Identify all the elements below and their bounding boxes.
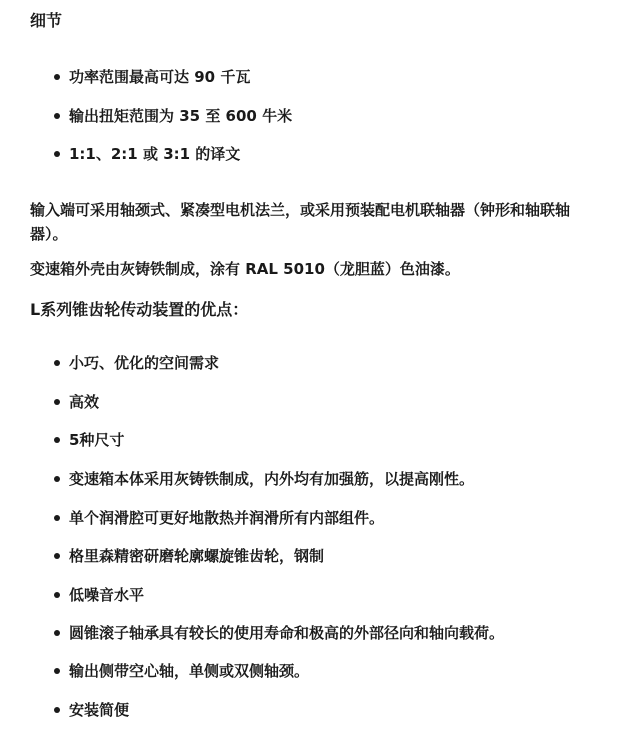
list-item: 单个润滑腔可更好地散热并润滑所有内部组件。: [48, 506, 363, 530]
paragraph-housing: 变速箱外壳由灰铸铁制成，涂有 RAL 5010（龙胆蓝）色油漆。: [30, 260, 460, 278]
paragraph-input-options: 输入端可采用轴颈式、紧凑型电机法兰，或采用预装配电机联轴器（钟形和轴联轴器）。: [30, 201, 571, 243]
bullet-icon: [54, 399, 60, 405]
bullet-icon: [54, 74, 60, 80]
bullet-icon: [54, 437, 60, 443]
list-item: 格里森精密研磨轮廓螺旋锥齿轮，钢制: [48, 544, 303, 568]
list-item: 功率范围最高可达 90 千瓦: [48, 65, 229, 89]
bullet-icon: [54, 592, 60, 598]
list-item: 输出侧带空心轴，单侧或双侧轴颈。: [48, 659, 288, 683]
list-item: 小巧、优化的空间需求: [48, 351, 198, 375]
bullet-icon: [54, 515, 60, 521]
list-item: 圆锥滚子轴承具有较长的使用寿命和极高的外部径向和轴向载荷。: [48, 621, 483, 645]
bullet-icon: [54, 113, 60, 119]
list-item: 1:1、2:1 或 3:1 的译文: [48, 142, 219, 166]
list-item: 输出扭矩范围为 35 至 600 牛米: [48, 104, 271, 128]
list-item: 高效: [48, 390, 78, 414]
bullet-icon: [54, 476, 60, 482]
list-item: 安装简便: [48, 698, 108, 722]
list-item: 变速箱本体采用灰铸铁制成，内外均有加强筋，以提高刚性。: [48, 467, 453, 491]
advantages-heading: L系列锥齿轮传动装置的优点：: [30, 300, 249, 319]
bullet-icon: [54, 553, 60, 559]
bullet-icon: [54, 630, 60, 636]
bullet-icon: [54, 151, 60, 157]
details-heading: 细节: [30, 11, 63, 30]
bullet-icon: [54, 668, 60, 674]
list-item: 5种尺寸: [48, 428, 103, 452]
bullet-icon: [54, 360, 60, 366]
bullet-icon: [54, 707, 60, 713]
list-item: 低噪音水平: [48, 583, 123, 607]
